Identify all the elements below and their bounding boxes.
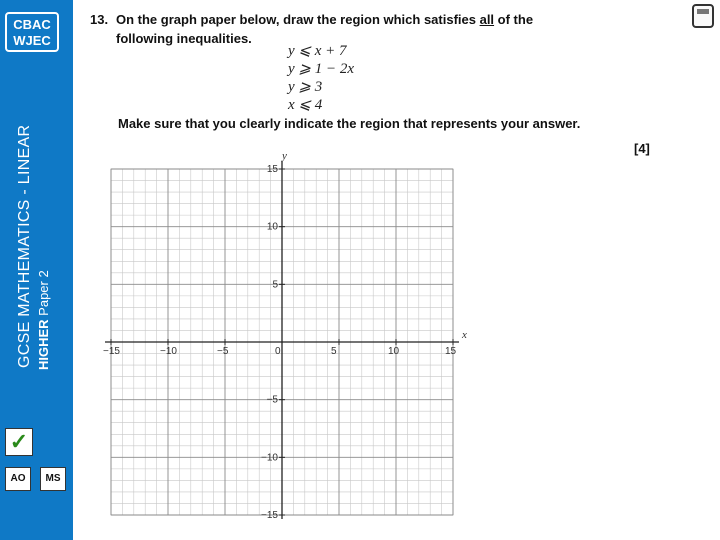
logo-line1: CBAC xyxy=(13,17,51,32)
cbac-wjec-logo xyxy=(5,12,59,52)
instruction-text: Make sure that you clearly indicate the region that represents your answer. xyxy=(118,116,581,131)
x-tick-label: 10 xyxy=(388,346,400,357)
mark-scheme-icon[interactable]: MS xyxy=(40,467,66,491)
graph-paper[interactable] xyxy=(96,145,476,523)
question-text-part: of the xyxy=(494,12,534,27)
question-line1 xyxy=(116,12,533,27)
y-tick-label: 10 xyxy=(266,221,278,233)
y-tick-label: 5 xyxy=(272,279,278,291)
y-axis-label: y xyxy=(282,150,287,162)
sidebar xyxy=(0,0,73,540)
x-tick-label: 5 xyxy=(331,346,337,357)
inequality-2: y ⩾ 1 − 2x xyxy=(288,61,355,77)
paper-title xyxy=(36,270,51,370)
paper-number: Paper 2 xyxy=(36,270,51,320)
question-number: 13. xyxy=(90,12,109,27)
y-tick-label: −5 xyxy=(266,394,278,406)
logo-line2: WJEC xyxy=(13,33,51,48)
x-tick-label: 15 xyxy=(445,346,457,357)
question-emphasis: all xyxy=(479,12,495,27)
ao-icon[interactable]: AO xyxy=(5,467,31,491)
inequality-4: x ⩽ 4 xyxy=(288,97,323,113)
subject-title: GCSE MATHEMATICS - LINEAR xyxy=(16,124,33,368)
y-tick-label: 15 xyxy=(266,164,278,175)
calculator-icon[interactable] xyxy=(692,4,714,28)
inequality-3: y ⩾ 3 xyxy=(288,79,323,95)
x-tick-label: −5 xyxy=(217,346,229,357)
question-text-part: On the graph paper below, draw the region which satisfies xyxy=(116,12,480,27)
paper-tier: HIGHER xyxy=(36,319,51,370)
checkmark-icon[interactable]: ✓ xyxy=(5,428,33,456)
x-tick-label: −15 xyxy=(103,346,120,357)
marks-label: [4] xyxy=(634,141,650,156)
y-tick-label: −15 xyxy=(261,510,278,521)
x-axis-label: x xyxy=(462,329,467,341)
x-tick-label: −10 xyxy=(160,346,177,357)
question-line2: following inequalities. xyxy=(116,31,252,46)
inequality-1: y ⩽ x + 7 xyxy=(288,43,347,59)
y-tick-label: −10 xyxy=(261,452,278,464)
x-tick-label: 0 xyxy=(275,346,281,357)
